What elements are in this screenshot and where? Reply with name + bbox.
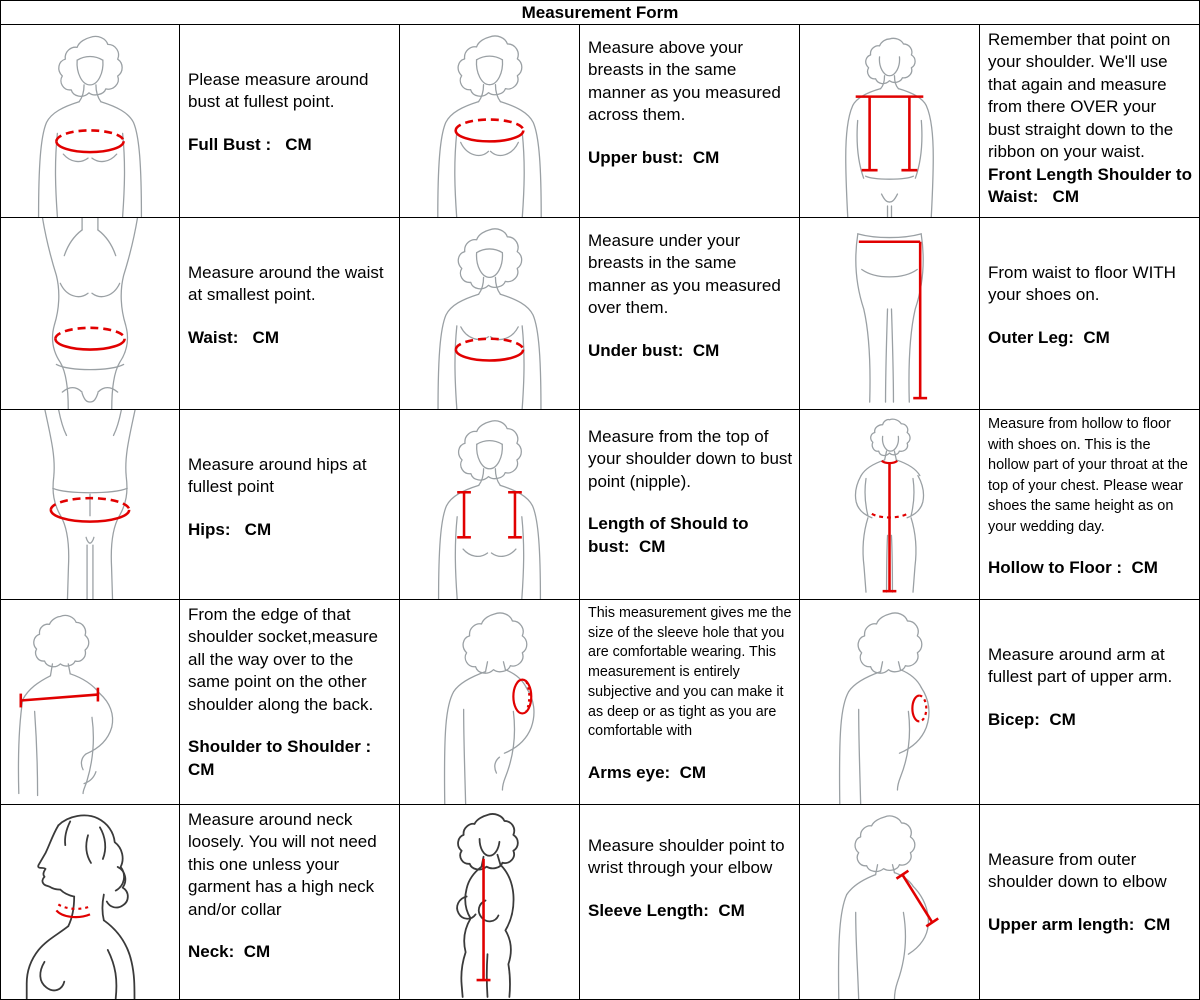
shoulder-to-shoulder-text-cell — [180, 600, 400, 805]
hollow-to-floor-figure — [800, 410, 980, 600]
arms-eye-text-cell — [580, 600, 800, 805]
upper-arm-length-label: Upper arm length: CM — [988, 914, 1171, 934]
under-bust-description: Measure under your breasts in the same manner as you measured over them. — [588, 231, 781, 318]
hollow-to-floor-description: Measure from hollow to floor with shoes on. This is the hollow part of your throat at the top of your chest. Please wear shoes the same height as on your wedding day. — [988, 416, 1188, 535]
shoulder-to-bust-label: Length of Should to bust: CM — [588, 514, 754, 556]
outer-leg-figure — [800, 218, 980, 410]
sleeve-length-label: Sleeve Length: CM — [588, 900, 745, 920]
sleeve-length-description: Measure shoulder point to wrist through your elbow — [588, 836, 785, 878]
hollow-to-floor-label: Hollow to Floor : CM — [988, 558, 1158, 578]
bicep-description: Measure around arm at fullest part of upper arm. — [988, 645, 1173, 687]
waist-text-cell — [180, 218, 400, 410]
neck-text-cell — [180, 805, 400, 999]
bicep-text-cell — [980, 600, 1199, 805]
shoulder-to-bust-description: Measure from the top of your shoulder down to bust point (nipple). — [588, 427, 793, 491]
arms-eye-figure — [400, 600, 580, 805]
full-bust-text-cell — [180, 25, 400, 218]
full-bust-description: Please measure around bust at fullest point. — [188, 70, 369, 112]
shoulder-to-shoulder-description: From the edge of that shoulder socket,measure all the way over to the same point on the other shoulder along the back. — [188, 605, 378, 714]
sleeve-length-figure — [400, 805, 580, 999]
sleeve-length-text-cell — [580, 805, 800, 999]
front-length-text-cell — [980, 25, 1199, 218]
hips-description: Measure around hips at fullest point — [188, 455, 367, 497]
full-bust-label: Full Bust : CM — [188, 134, 312, 154]
outer-leg-description: From waist to floor WITH your shoes on. — [988, 263, 1176, 305]
arms-eye-description: This measurement gives me the size of the sleeve hole that you are comfortable wearing. This measurement is entirely subjective and you can make it as deep or as tight as you are comfortable with — [588, 605, 792, 740]
hips-label: Hips: CM — [188, 519, 272, 539]
under-bust-label: Under bust: CM — [588, 340, 720, 360]
waist-label: Waist: CM — [188, 327, 279, 347]
hollow-to-floor-text-cell — [980, 410, 1199, 600]
bicep-figure — [800, 600, 980, 805]
measurement-grid — [1, 25, 1199, 999]
shoulder-to-shoulder-label: Shoulder to Shoulder : CM — [188, 737, 376, 779]
shoulder-to-bust-text-cell — [580, 410, 800, 600]
outer-leg-label: Outer Leg: CM — [988, 327, 1110, 347]
neck-figure — [1, 805, 180, 999]
upper-bust-figure — [400, 25, 580, 218]
shoulder-to-bust-figure — [400, 410, 580, 600]
front-length-label: Front Length Shoulder to Waist: CM — [988, 164, 1197, 207]
waist-description: Measure around the waist at smallest point. — [188, 263, 384, 305]
hips-figure — [1, 410, 180, 600]
under-bust-figure — [400, 218, 580, 410]
neck-label: Neck: CM — [188, 942, 271, 962]
upper-bust-description: Measure above your breasts in the same manner as you measured across them. — [588, 38, 781, 125]
arms-eye-label: Arms eye: CM — [588, 763, 707, 783]
full-bust-figure — [1, 25, 180, 218]
neck-description: Measure around neck loosely. You will not need this one unless your garment has a high neck and/or collar — [188, 810, 377, 919]
upper-arm-length-text-cell — [980, 805, 1199, 999]
hips-text-cell — [180, 410, 400, 600]
form-title: Measurement Form — [1, 1, 1199, 25]
under-bust-text-cell — [580, 218, 800, 410]
shoulder-to-shoulder-figure — [1, 600, 180, 805]
front-length-description: Remember that point on your shoulder. We'll use that again and measure from there OVER your bust straight down to the ribbon on your waist. — [988, 30, 1174, 162]
bicep-label: Bicep: CM — [988, 709, 1076, 729]
upper-arm-length-description: Measure from outer shoulder down to elbow — [988, 850, 1167, 892]
upper-bust-label: Upper bust: CM — [588, 147, 720, 167]
upper-arm-length-figure — [800, 805, 980, 999]
outer-leg-text-cell — [980, 218, 1199, 410]
waist-figure — [1, 218, 180, 410]
front-length-figure — [800, 25, 980, 218]
upper-bust-text-cell — [580, 25, 800, 218]
